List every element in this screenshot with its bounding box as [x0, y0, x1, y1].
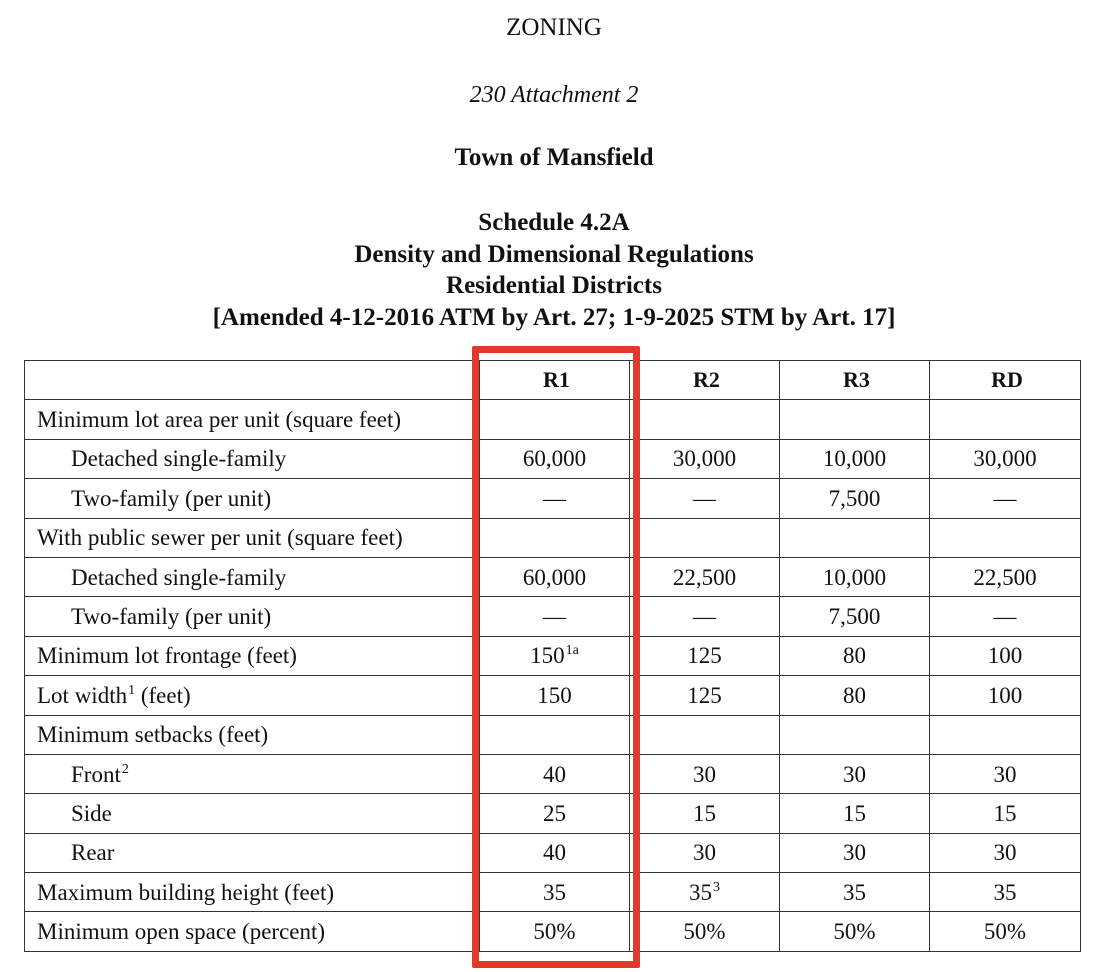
value-cell-rd: [930, 794, 1081, 833]
value-cell-r2: [630, 715, 780, 754]
cell-value: 15: [843, 800, 866, 826]
value-cell-r1: [480, 557, 630, 596]
table-row: [25, 557, 1081, 596]
row-label: Two-family (per unit): [71, 485, 272, 511]
cell-value: —: [693, 485, 716, 511]
value-cell-r1: [480, 518, 630, 557]
cell-value: 50%: [983, 919, 1027, 945]
footnote-marker: 2: [121, 761, 129, 777]
cell-value: —: [543, 485, 566, 511]
header-cell-rd: RD: [930, 361, 1081, 400]
cell-value: —: [543, 604, 566, 630]
row-label: Rear: [71, 840, 115, 866]
value-cell-r2: [630, 636, 780, 675]
cell-value: 30: [993, 840, 1017, 866]
value-cell-r2: [630, 676, 780, 715]
row-label: Lot width: [37, 682, 128, 708]
cell-value: 10,000: [822, 446, 887, 472]
row-label: Front: [71, 761, 121, 787]
attachment-heading: 230 Attachment 2: [469, 82, 639, 108]
value-cell-r1: [480, 912, 630, 951]
header-cell-r2: R2: [630, 361, 780, 400]
cell-value: 35: [689, 879, 712, 905]
value-cell-r1: [480, 597, 630, 636]
cell-value: 80: [843, 682, 866, 708]
header-cell-r3: R3: [780, 361, 930, 400]
cell-value: 7,500: [828, 485, 881, 511]
table-row: [25, 479, 1081, 518]
value-cell-rd: [930, 833, 1081, 872]
cell-value: 80: [843, 643, 866, 669]
value-cell-rd: [930, 400, 1081, 439]
cell-value: 25: [543, 800, 566, 826]
cell-value: 50%: [833, 919, 876, 945]
cell-value: 100: [987, 682, 1023, 708]
table-header-row: [25, 361, 1081, 400]
cell-value: 30: [693, 840, 716, 866]
value-cell-rd: [930, 636, 1081, 675]
value-cell-r3: [780, 518, 930, 557]
table-row: [25, 794, 1081, 833]
row-label: Minimum setbacks (feet): [37, 722, 269, 748]
cell-value: 60,000: [522, 564, 587, 590]
value-cell-r2: [630, 518, 780, 557]
table-row: [25, 873, 1081, 912]
value-cell-r3: [780, 676, 930, 715]
row-label: Minimum open space (percent): [37, 919, 326, 945]
value-cell-r3: [780, 912, 930, 951]
row-label: Minimum lot frontage (feet): [37, 643, 297, 669]
cell-value: 30: [843, 840, 866, 866]
row-label: With public sewer per unit (square feet): [37, 525, 403, 551]
table-row: [25, 833, 1081, 872]
cell-value: 150: [530, 643, 565, 669]
table-row: [25, 754, 1081, 793]
value-cell-r1: [480, 636, 630, 675]
districts-title: Residential Districts: [446, 272, 662, 299]
cell-value: 30: [843, 761, 866, 787]
cell-value: 35: [843, 879, 866, 905]
value-cell-rd: [930, 557, 1081, 596]
header-cell-blank: [25, 361, 480, 400]
value-cell-r1: [480, 715, 630, 754]
table-row: [25, 597, 1081, 636]
value-cell-r2: [630, 479, 780, 518]
footnote-marker: 1: [128, 682, 136, 698]
regulations-table-container: [24, 360, 1080, 952]
table-row: [25, 676, 1081, 715]
value-cell-r3: [780, 794, 930, 833]
value-cell-r1: [480, 873, 630, 912]
value-cell-r1: [480, 794, 630, 833]
value-cell-rd: [930, 597, 1081, 636]
cell-value: 15: [993, 800, 1017, 826]
row-label-cell: [25, 912, 480, 951]
table-row: [25, 400, 1081, 439]
schedule-title-block: [0, 207, 1108, 333]
value-cell-r3: [780, 715, 930, 754]
value-cell-rd: [930, 754, 1081, 793]
footnote-marker: 3: [713, 879, 720, 895]
cell-value: 40: [543, 840, 566, 866]
cell-value: 7,500: [828, 604, 881, 630]
town-heading: Town of Mansfield: [454, 144, 654, 171]
row-label: Detached single-family: [71, 446, 287, 472]
row-label-suffix: (feet): [135, 682, 191, 708]
table-row: [25, 439, 1081, 478]
cell-value: 35: [993, 879, 1017, 905]
value-cell-r2: [630, 794, 780, 833]
row-label-cell: [25, 715, 480, 754]
value-cell-rd: [930, 518, 1081, 557]
chapter-heading: ZONING: [506, 14, 602, 41]
value-cell-r3: [780, 479, 930, 518]
cell-value: 35: [543, 879, 566, 905]
cell-value: 50%: [683, 919, 726, 945]
value-cell-r2: [630, 439, 780, 478]
schedule-number: Schedule 4.2A: [478, 209, 630, 236]
cell-value: 125: [687, 643, 722, 669]
row-label-cell: [25, 479, 480, 518]
schedule-subtitle: Density and Dimensional Regulations: [354, 240, 754, 268]
value-cell-r2: [630, 557, 780, 596]
table-row: [25, 518, 1081, 557]
row-label-cell: [25, 518, 480, 557]
header-cell-r1: R1: [480, 361, 630, 400]
cell-value: 22,500: [973, 564, 1037, 590]
value-cell-r2: [630, 873, 780, 912]
amendment-note: [Amended 4-12-2016 ATM by Art. 27; 1-9-2025 STM by Art. 17]: [212, 303, 896, 331]
row-label: Side: [71, 800, 112, 826]
row-label-cell: [25, 439, 480, 478]
cell-value: 100: [987, 643, 1023, 669]
cell-value: 30: [993, 761, 1017, 787]
value-cell-r3: [780, 439, 930, 478]
value-cell-r1: [480, 439, 630, 478]
value-cell-r2: [630, 400, 780, 439]
value-cell-r3: [780, 557, 930, 596]
cell-value: —: [693, 604, 716, 630]
table-row: [25, 715, 1081, 754]
value-cell-rd: [930, 873, 1081, 912]
value-cell-r2: [630, 912, 780, 951]
table-row: [25, 636, 1081, 675]
footnote-marker: 1a: [565, 643, 579, 659]
cell-value: 40: [543, 761, 566, 787]
value-cell-rd: [930, 439, 1081, 478]
cell-value: 15: [693, 800, 716, 826]
value-cell-r3: [780, 873, 930, 912]
value-cell-r3: [780, 754, 930, 793]
cell-value: 30,000: [672, 446, 737, 472]
regulations-table: [24, 360, 1081, 952]
value-cell-r2: [630, 833, 780, 872]
row-label: Detached single-family: [71, 564, 287, 590]
table-body: [25, 400, 1081, 951]
row-label-cell: [25, 636, 480, 675]
value-cell-rd: [930, 912, 1081, 951]
row-label-cell: [25, 400, 480, 439]
value-cell-r2: [630, 754, 780, 793]
row-label-cell: [25, 833, 480, 872]
cell-value: 150: [537, 682, 572, 708]
cell-value: 10,000: [822, 564, 887, 590]
value-cell-r1: [480, 754, 630, 793]
row-label: Two-family (per unit): [71, 604, 272, 630]
row-label-cell: [25, 597, 480, 636]
row-label-cell: [25, 873, 480, 912]
value-cell-r3: [780, 636, 930, 675]
cell-value: 125: [687, 682, 722, 708]
row-label-cell: [25, 754, 480, 793]
value-cell-r2: [630, 597, 780, 636]
table-row: [25, 912, 1081, 951]
cell-value: 22,500: [672, 564, 737, 590]
row-label: Minimum lot area per unit (square feet): [37, 407, 402, 433]
cell-value: 60,000: [522, 446, 587, 472]
value-cell-r1: [480, 833, 630, 872]
cell-value: —: [993, 485, 1017, 511]
value-cell-r1: [480, 479, 630, 518]
value-cell-rd: [930, 676, 1081, 715]
value-cell-r1: [480, 676, 630, 715]
value-cell-r3: [780, 400, 930, 439]
cell-value: —: [993, 604, 1017, 630]
value-cell-rd: [930, 479, 1081, 518]
value-cell-r1: [480, 400, 630, 439]
value-cell-r3: [780, 833, 930, 872]
cell-value: 30,000: [973, 446, 1037, 472]
row-label-cell: [25, 794, 480, 833]
value-cell-rd: [930, 715, 1081, 754]
row-label-cell: [25, 557, 480, 596]
row-label-cell: [25, 676, 480, 715]
row-label: Maximum building height (feet): [37, 879, 335, 905]
cell-value: 30: [693, 761, 716, 787]
cell-value: 50%: [533, 919, 576, 945]
value-cell-r3: [780, 597, 930, 636]
